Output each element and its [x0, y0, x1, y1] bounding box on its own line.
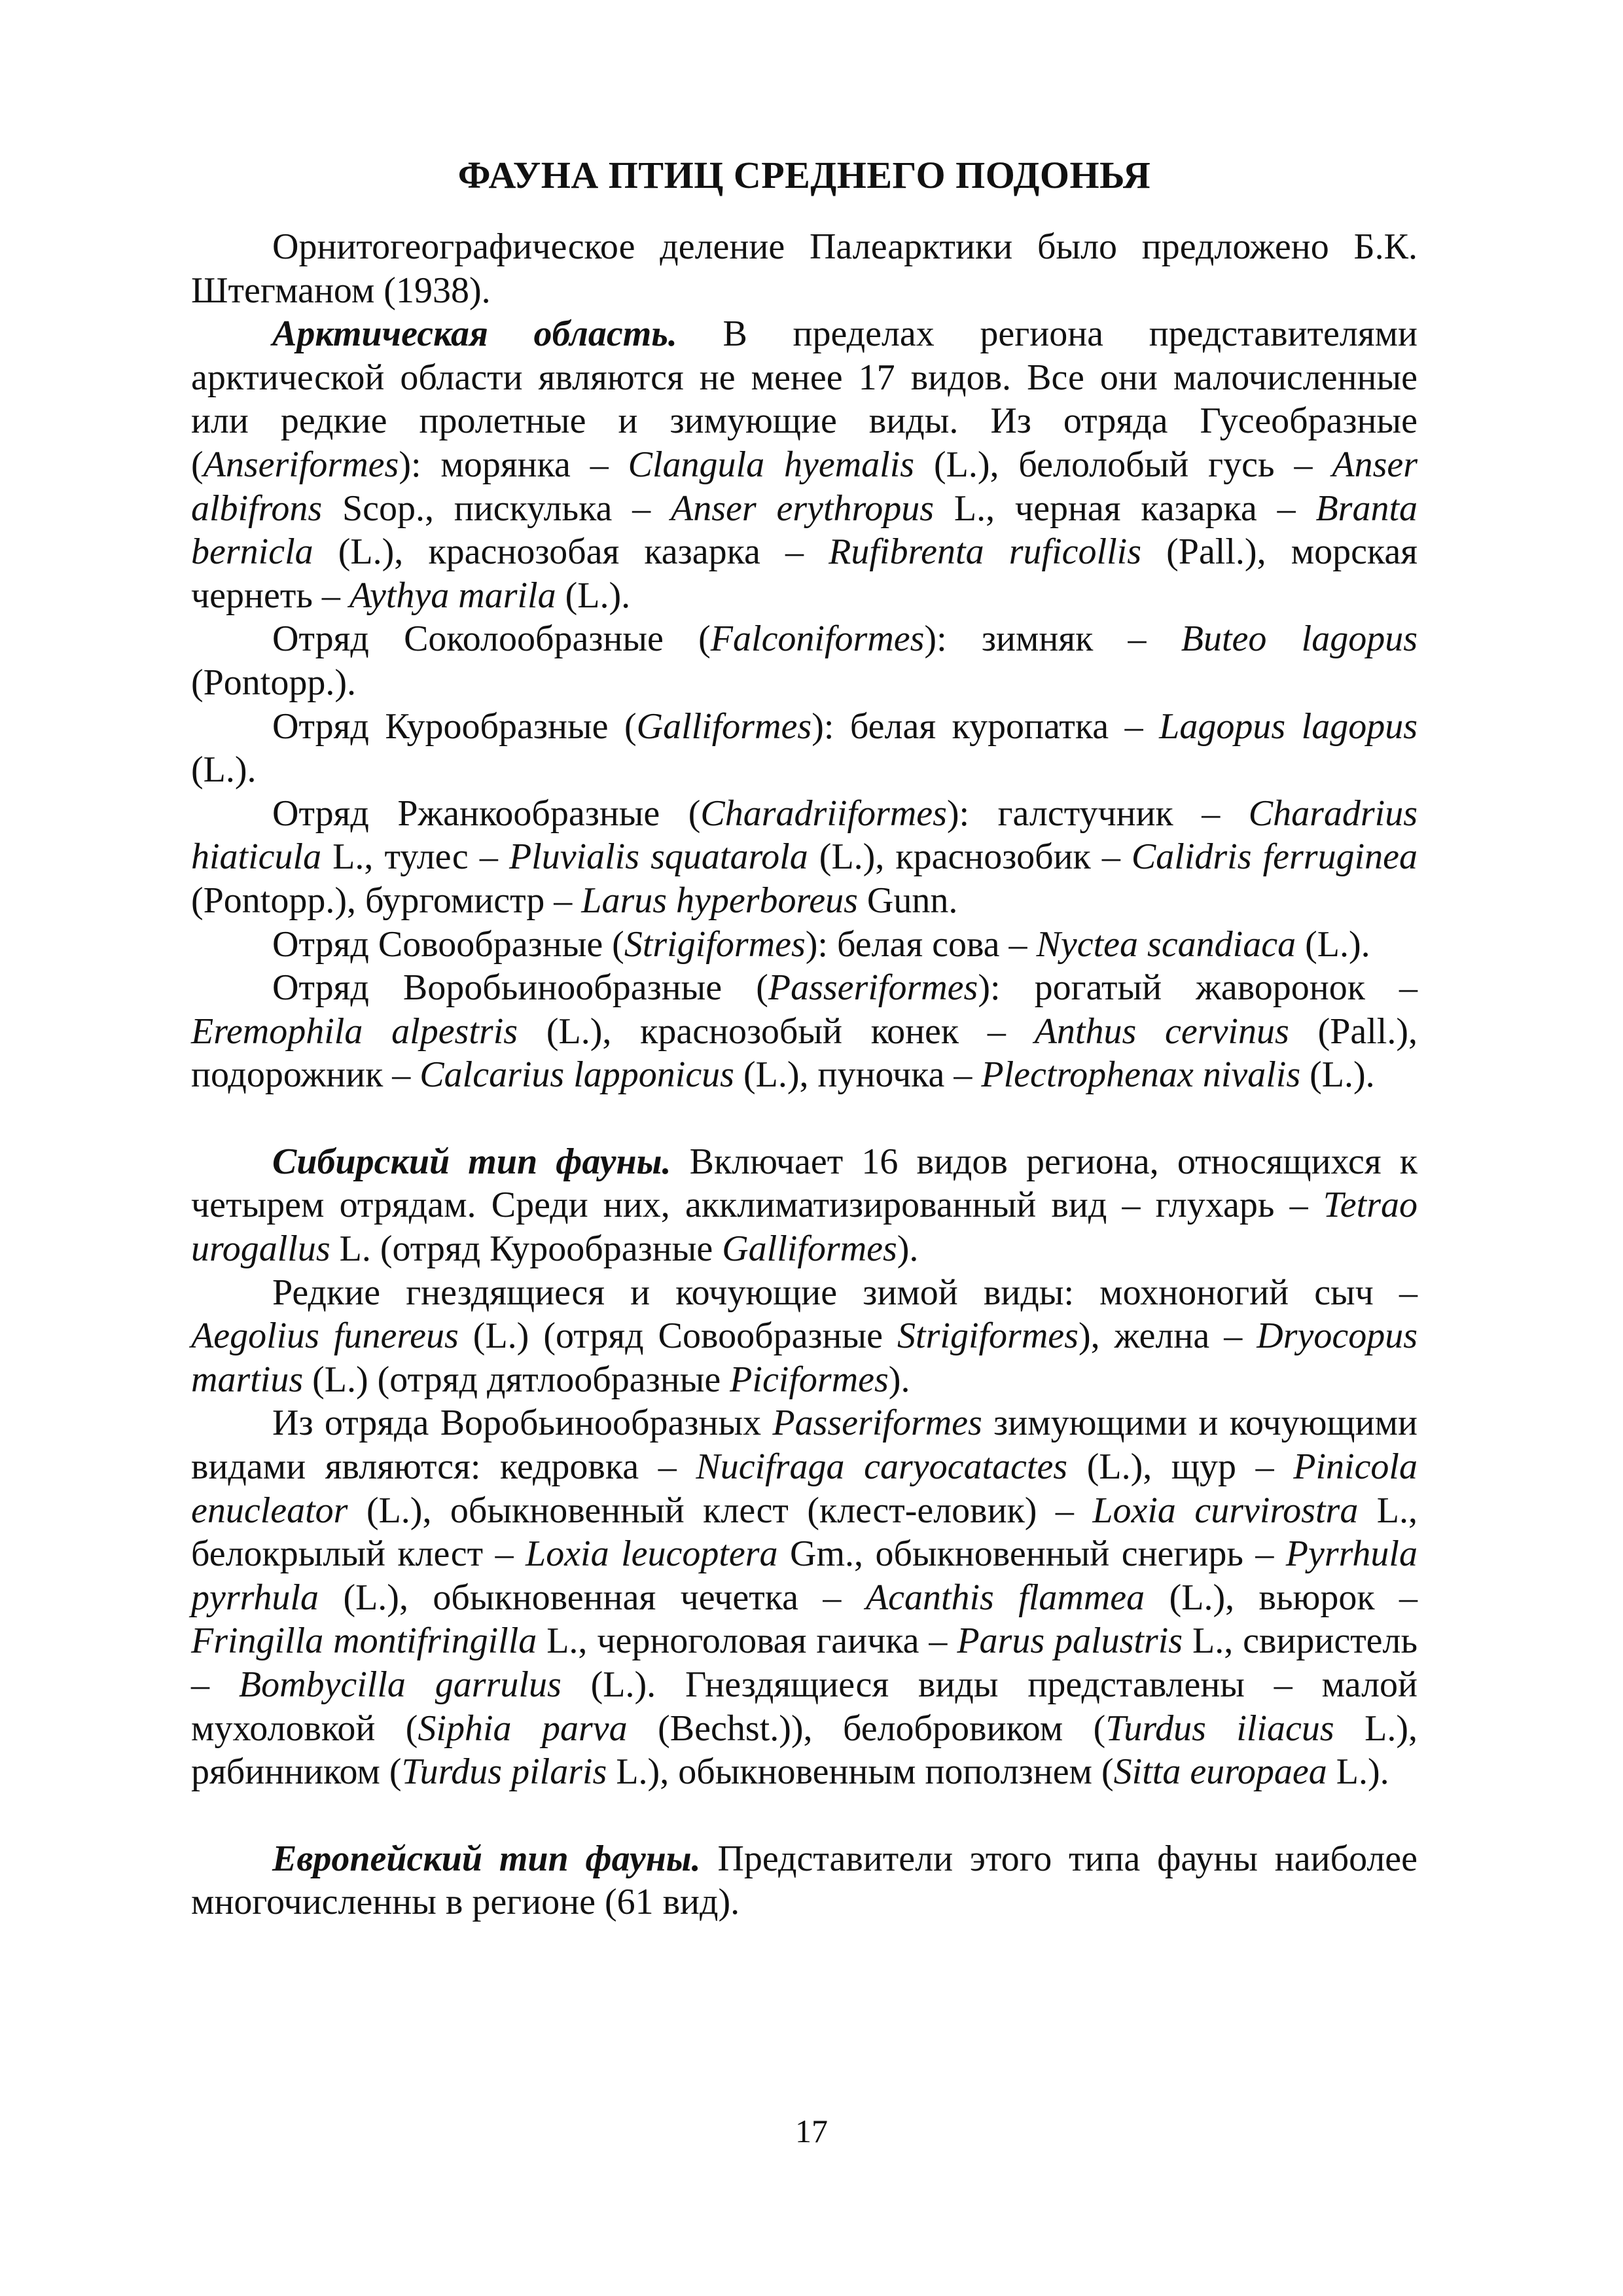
text-run: L.).: [1327, 1751, 1389, 1793]
latin-name: Galliformes: [722, 1229, 897, 1270]
text-run: ).: [897, 1229, 919, 1270]
latin-name: Nyctea scandiaca: [1036, 924, 1296, 965]
latin-name: Fringilla montifringilla: [191, 1621, 537, 1662]
latin-name: Rufibrenta ruficollis: [829, 531, 1141, 573]
page-title: ФАУНА ПТИЦ СРЕДНЕГО ПОДОНЬЯ: [457, 154, 1151, 196]
latin-name: Galliformes: [636, 706, 812, 747]
latin-name: Calidris ferruginea: [1131, 836, 1418, 878]
latin-name: Loxia leucoptera: [526, 1534, 778, 1575]
latin-name: Buteo lagopus: [1181, 619, 1418, 660]
latin-name: Plectrophenax nivalis: [981, 1054, 1301, 1096]
latin-name: Aegolius funereus: [191, 1316, 459, 1357]
latin-name: Parus palustris: [957, 1621, 1183, 1662]
text-run: Gm., обыкновенный снегирь –: [777, 1534, 1286, 1575]
text-run: (L.).: [1300, 1054, 1375, 1096]
paragraph-falconiformes: [191, 617, 1418, 704]
latin-name: Sitta europaea: [1113, 1751, 1327, 1793]
text-run: Отряд Ржанкообразные (: [272, 793, 701, 834]
document-page: [191, 149, 1418, 1924]
text-run: (L.), обыкновенная чечетка –: [319, 1577, 866, 1618]
latin-name: Siphia parva: [418, 1708, 628, 1749]
latin-name: Lagopus lagopus: [1159, 706, 1418, 747]
latin-name: Tetrao urogallus: [191, 1185, 1418, 1270]
text-run: (L.), вьюрок –: [1145, 1577, 1418, 1618]
text-run: Отряд Воробьинообразные (: [272, 967, 768, 1009]
page-number: 17: [795, 2113, 828, 2149]
latin-name: Turdus pilaris: [401, 1751, 607, 1793]
latin-name: Pinicola enucleator: [191, 1446, 1418, 1531]
paragraph-rare-nesting: [191, 1271, 1418, 1402]
text-run: ): зимняк –: [924, 619, 1181, 660]
latin-name: Anser erythropus: [670, 488, 935, 529]
latin-name: Pyrrhula pyrrhula: [191, 1534, 1418, 1618]
latin-name: Charadrius hiaticula: [191, 793, 1418, 878]
text-run: (L.), обыкновенный клест (клест-еловик) –: [348, 1490, 1093, 1531]
text-run: Отряд Совообразные (: [272, 924, 624, 965]
text-run: L., тулес –: [321, 836, 509, 878]
latin-name: Strigiformes: [897, 1316, 1079, 1357]
text-run: Отряд Соколообразные (: [272, 619, 711, 660]
paragraph-charadriiformes: [191, 792, 1418, 923]
text-run: ).: [888, 1359, 910, 1400]
section-lead-arctic: Арктическая область.: [272, 314, 677, 355]
text-run: ): галстучник –: [946, 793, 1249, 834]
text-run: (Pall.), подорожник –: [191, 1011, 1418, 1096]
text-run: (L.).: [191, 749, 257, 791]
paragraph-intro: [191, 225, 1418, 312]
paragraph-arctic-region: [191, 312, 1418, 617]
latin-name: Eremophila alpestris: [191, 1011, 518, 1052]
text-run: L., белокрылый клест –: [191, 1490, 1418, 1575]
text-run: (L.), белолобый гусь –: [914, 444, 1332, 485]
paragraph-passeriformes: [191, 966, 1418, 1097]
text-run: Представители этого типа фауны наиболее многочисленны в регионе (61 вид).: [191, 1838, 1418, 1923]
latin-name: Passeriformes: [768, 967, 978, 1009]
latin-name: Strigiformes: [624, 924, 806, 965]
text-run: (L.), щур –: [1067, 1446, 1294, 1488]
text-run: Включает 16 видов региона, относящихся к четырем отрядам. Среди них, акклиматизированный вид – глухарь –: [191, 1141, 1418, 1226]
text-run: (L.).: [1296, 924, 1370, 965]
latin-name: Anseriformes: [203, 444, 399, 485]
text-run: (L.), краснозобик –: [808, 836, 1132, 878]
latin-name: Calcarius lapponicus: [419, 1054, 734, 1096]
text-run: В пределах региона представителями арктической области являются не менее 17 видов. Все они малочисленные или редкие пролетные и зимующие виды. Из отряда Гусеобразные (: [191, 314, 1418, 485]
latin-name: Pluvialis squatarola: [508, 836, 808, 878]
text-run: L., свиристель –: [191, 1621, 1418, 1705]
text-run: ): рогатый жаворонок –: [978, 967, 1418, 1009]
text-run: Из отряда Воробьинообразных: [272, 1403, 773, 1444]
latin-name: Bombycilla garrulus: [238, 1664, 562, 1705]
text-run: ), желна –: [1078, 1316, 1257, 1357]
latin-name: Charadriiformes: [700, 793, 947, 834]
latin-name: Clangula hyemalis: [628, 444, 915, 485]
text-run: ): белая куропатка –: [812, 706, 1160, 747]
text-run: (L.). Гнездящиеся виды представлены – малой мухоловкой (: [191, 1664, 1418, 1749]
text-run: L.), обыкновенным поползнем (: [607, 1751, 1114, 1793]
text-run: (L.), пуночка –: [734, 1054, 982, 1096]
text-run: (L.), краснозобый конек –: [518, 1011, 1035, 1052]
text-run: (L.) (отряд дятлообразные: [303, 1359, 730, 1400]
latin-name: Anthus cervinus: [1034, 1011, 1289, 1052]
paragraph-european-fauna: [191, 1837, 1418, 1924]
latin-name: Anser albifrons: [191, 444, 1418, 529]
paragraph-strigiformes: [191, 923, 1418, 967]
text-run: (Bechst.)), белобровиком (: [627, 1708, 1106, 1749]
latin-name: Dryocopus martius: [191, 1316, 1418, 1400]
paragraph-galliformes: [191, 705, 1418, 792]
text-run: зимующими и кочующими видами являются: кедровка –: [191, 1403, 1418, 1488]
text-run: L., черная казарка –: [934, 488, 1316, 529]
latin-name: Loxia curvirostra: [1092, 1490, 1359, 1531]
text-run: ): морянка –: [399, 444, 628, 485]
text-run: Редкие гнездящиеся и кочующие зимой виды: мохноногий сыч –: [272, 1272, 1418, 1313]
latin-name: Passeriformes: [772, 1403, 982, 1444]
paragraph-passeriformes-wintering: [191, 1401, 1418, 1793]
latin-name: Aythya marila: [349, 575, 556, 616]
text-run: (Pall.), морская чернеть –: [191, 531, 1418, 616]
text-run: (Pontopp.), бургомистр –: [191, 880, 582, 921]
section-lead-european: Европейский тип фауны.: [272, 1838, 701, 1879]
latin-name: Piciformes: [730, 1359, 889, 1400]
text-run: ): белая сова –: [805, 924, 1037, 965]
text-run: L.), рябинником (: [191, 1708, 1418, 1793]
latin-name: Acanthis flammea: [865, 1577, 1145, 1618]
latin-name: Branta bernicla: [191, 488, 1418, 573]
text-run: L. (отряд Курообразные: [330, 1229, 722, 1270]
text-run: Орнитогеографическое деление Палеарктики было предложено Б.К. Штегманом (1938).: [191, 226, 1418, 311]
latin-name: Nucifraga caryocatactes: [696, 1446, 1068, 1488]
latin-name: Falconiformes: [710, 619, 925, 660]
text-run: Scop., пискулька –: [322, 488, 671, 529]
text-run: (L.).: [556, 575, 631, 616]
text-run: L., черноголовая гаичка –: [537, 1621, 957, 1662]
text-run: (Pontopp.).: [191, 662, 356, 703]
text-run: (L.), краснозобая казарка –: [313, 531, 829, 573]
text-run: Отряд Курообразные (: [272, 706, 637, 747]
section-lead-siberian: Сибирский тип фауны.: [272, 1141, 671, 1182]
text-run: (L.) (отряд Совообразные: [458, 1316, 898, 1357]
text-run: Gunn.: [857, 880, 958, 921]
paragraph-siberian-fauna: [191, 1140, 1418, 1271]
latin-name: Turdus iliacus: [1105, 1708, 1334, 1749]
latin-name: Larus hyperboreus: [581, 880, 858, 921]
